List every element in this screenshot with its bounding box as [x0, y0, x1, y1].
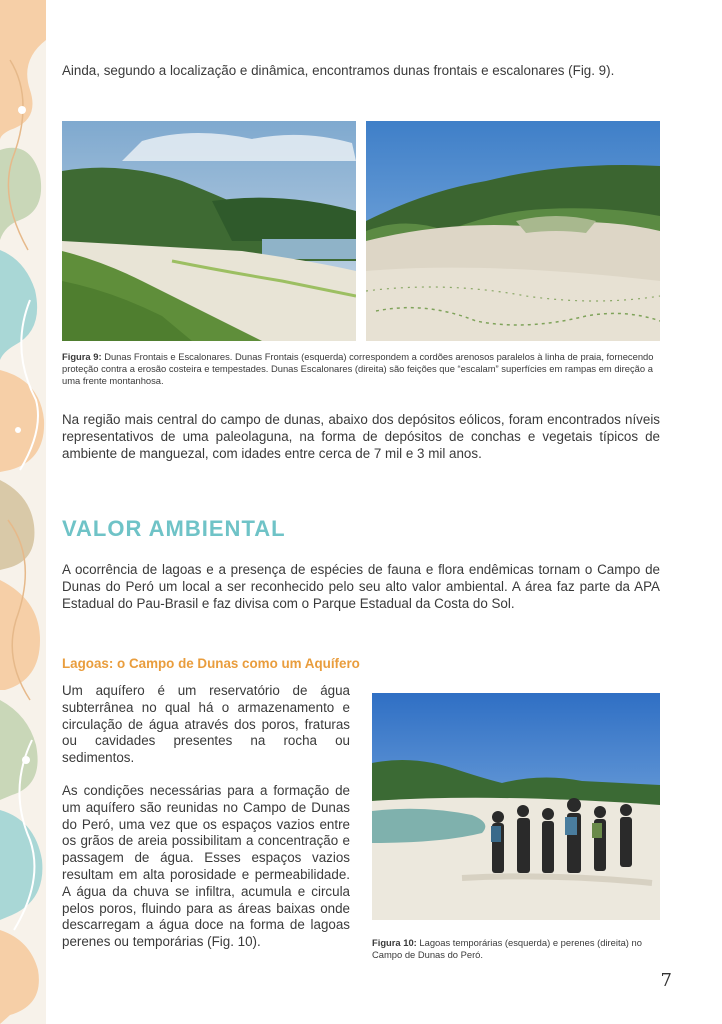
figure10-caption	[372, 937, 662, 961]
page-number: 7	[660, 970, 672, 991]
figure9-photo-climbing-dunes	[366, 121, 660, 341]
figure9-caption-label: Figura 9:	[62, 351, 102, 362]
section-title: VALOR AMBIENTAL	[62, 516, 286, 541]
figure10-caption-text: Lagoas temporárias (esquerda) e perenes (direita) no Campo de Dunas do Peró.	[372, 937, 642, 960]
figure9-photo-frontal-dunes	[62, 121, 356, 341]
intro-paragraph: Ainda, segundo a localização e dinâmica, encontramos dunas frontais e escalonares (Fig. 9).	[62, 63, 615, 78]
figure10-photo-lagoon-hikers	[372, 693, 660, 920]
aquifer-definition-paragraph: Um aquífero é um reservatório de água subterrânea no qual há o armazenamento e circulação de água através dos poros, fraturas ou cavidades presentes na rocha ou sedimentos.	[62, 683, 350, 766]
section-intro-paragraph: A ocorrência de lagoas e a presença de espécies de fauna e flora endêmicas tornam o Campo de Dunas do Peró um local a ser reconhecido pelo seu alto valor ambiental. A área faz parte da APA Estadual do Pau-Brasil e faz divisa com o Parque Estadual da Costa do Sol.	[62, 562, 660, 611]
figure9-caption	[62, 351, 662, 387]
figure9-caption-text: Dunas Frontais e Escalonares. Dunas Frontais (esquerda) correspondem a cordões arenosos paralelos à linha de praia, fornecendo proteção contra a erosão costeira e tempestades. Dunas Escalonares (direita) são feições que “escalam” superfícies em rampas em direção a uma frente montanhosa.	[62, 351, 654, 386]
figure10-caption-label: Figura 10:	[372, 937, 417, 948]
subsection-heading: Lagoas: o Campo de Dunas como um Aquífero	[62, 656, 360, 671]
aquifer-conditions-paragraph: As condições necessárias para a formação de um aquífero são reunidas no Campo de Dunas do Peró, uma vez que os espaços vazios entre os grãos de areia possibilitam a concentração e passagem de água. Esses espaços vazios resultam em alta porosidade e permeabilidade. A água da chuva se infiltra, acumula e circula pelos poros, fluindo para as áreas baixas onde descarregam a água doce na forma de lagoas perenes ou temporárias (Fig. 10).	[62, 783, 350, 950]
decorative-side-pattern	[0, 0, 46, 1024]
paleolaguna-paragraph: Na região mais central do campo de dunas, abaixo dos depósitos eólicos, foram encontrados níveis representativos de uma paleolaguna, na forma de depósitos de conchas e vegetais típicos de ambiente de manguezal, com idades entre cerca de 7 mil e 3 mil anos.	[62, 412, 660, 461]
